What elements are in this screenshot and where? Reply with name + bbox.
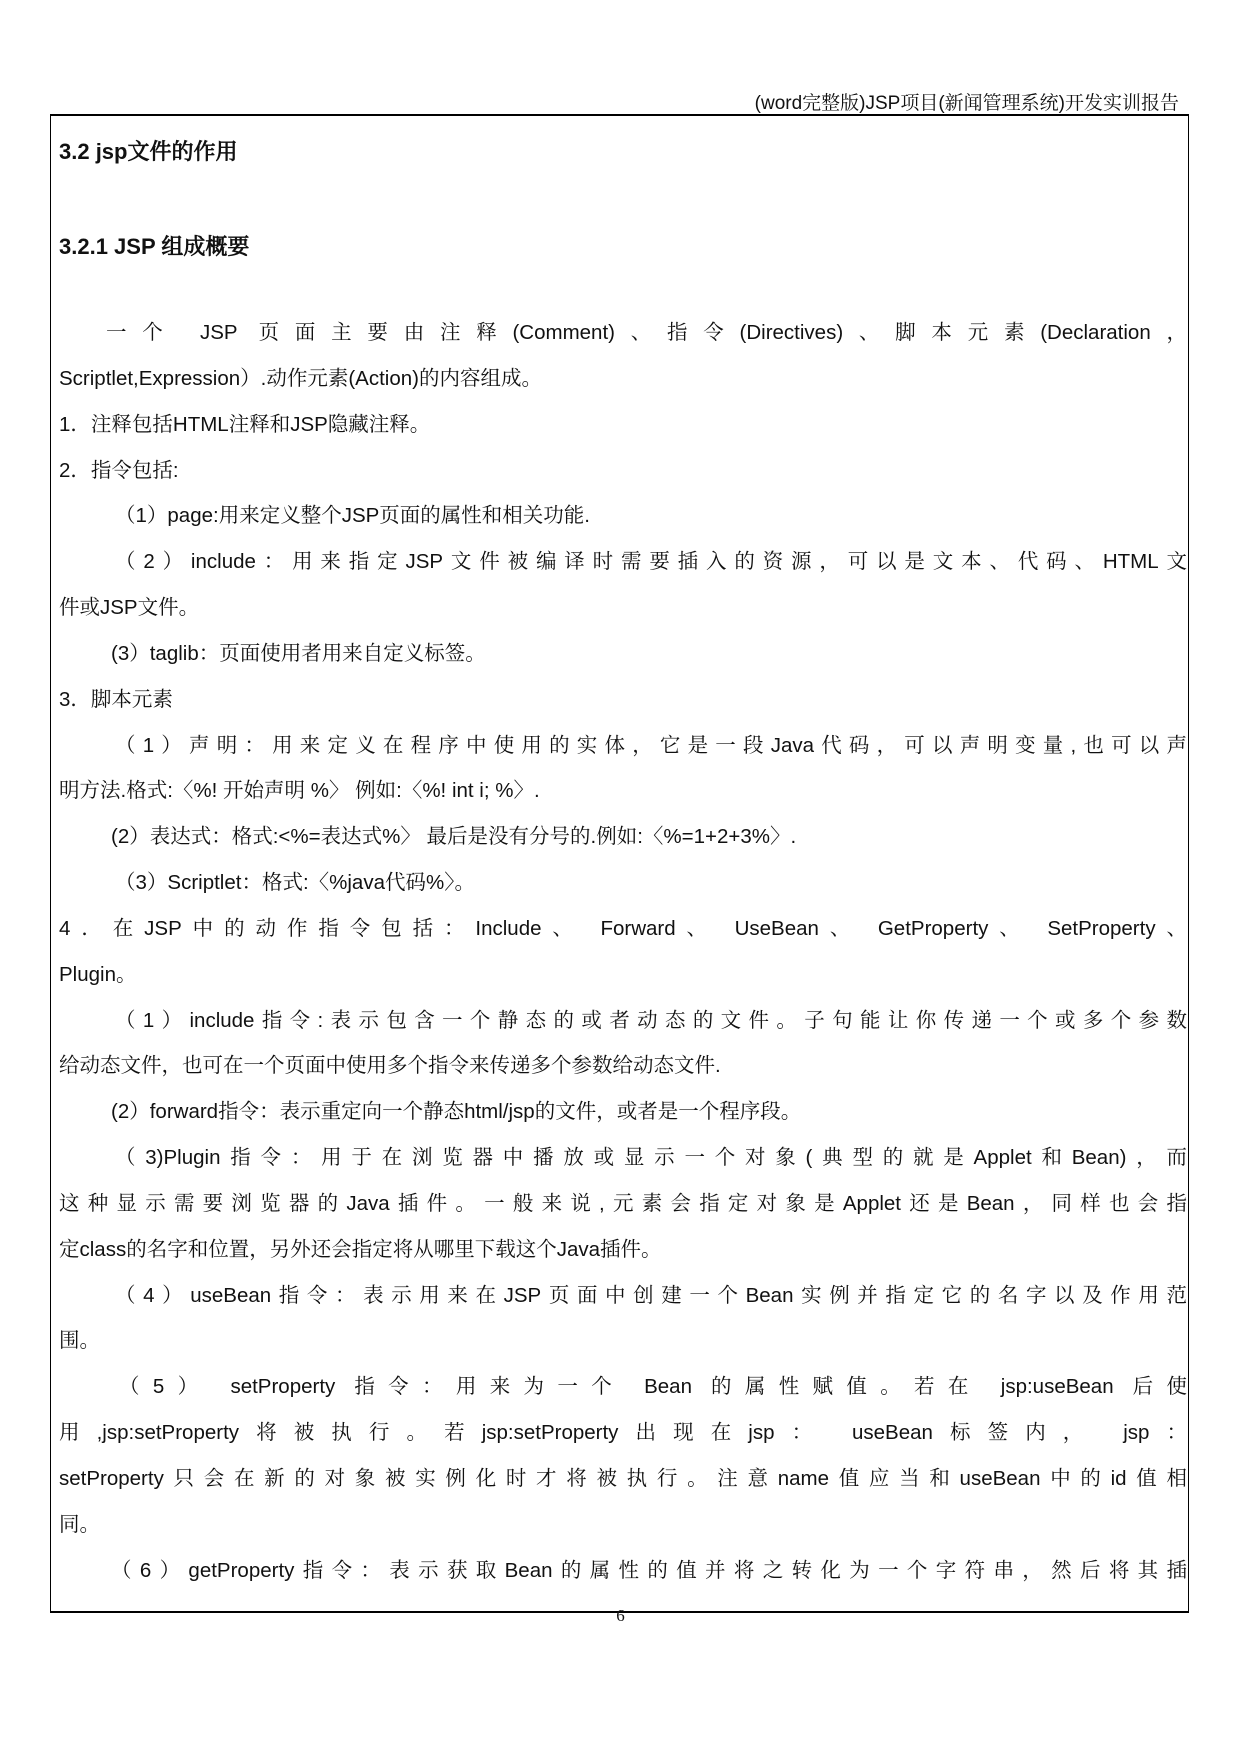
body-line: 4．在JSP中的动作指令包括：Include、 Forward、 UseBean、 GetProperty、 SetProperty、: [59, 916, 1187, 940]
body-line: （2）include：用来指定JSP文件被编译时需要插入的资源，可以是文本、代码、HTML文: [115, 550, 1187, 574]
body-line: （1）声明：用来定义在程序中使用的实体，它是一段Java代码，可以声明变量,也可以声: [115, 733, 1187, 757]
body-line: （3）Scriptlet：格式:〈%java代码%〉。: [115, 871, 475, 895]
body-line: 件或JSP文件。: [59, 596, 200, 620]
body-line: （6）getProperty指令：表示获取Bean的属性的值并将之转化为一个字符串，然后将其插: [111, 1558, 1187, 1582]
body-line: 明方法.格式:〈%! 开始声明 %〉 例如:〈%! int i; %〉.: [59, 779, 540, 803]
body-line: (2）表达式：格式:<%=表达式%〉 最后是没有分号的.例如:〈%=1+2+3%〉.: [111, 825, 797, 849]
subsection-heading: 3.2.1 JSP 组成概要: [59, 234, 250, 259]
body-line: 定class的名字和位置，另外还会指定将从哪里下载这个Java插件。: [59, 1237, 662, 1261]
body-line: （1）page:用来定义整个JSP页面的属性和相关功能.: [115, 504, 590, 528]
body-line: （3)Plugin指令：用于在浏览器中播放或显示一个对象(典型的就是Applet和Bean)，而: [115, 1146, 1187, 1170]
body-line: （1）include指令:表示包含一个静态的或者动态的文件。子句能让你传递一个或多个参数: [115, 1008, 1187, 1032]
section-heading: 3.2 jsp文件的作用: [59, 139, 238, 164]
body-line: 一个 JSP 页面主要由注释(Comment)、指令(Directives)、脚本元素(Declaration，: [106, 321, 1187, 344]
body-line: （5） setProperty 指令：用来为一个 Bean 的属性赋值。若在 jsp:useBean 后使: [119, 1375, 1187, 1399]
running-header: (word完整版)JSP项目(新闻管理系统)开发实训报告: [754, 93, 1179, 114]
body-line: 这种显示需要浏览器的Java插件。一般来说,元素会指定对象是Applet还是Bean，同样也会指: [59, 1191, 1187, 1215]
body-line: 围。: [59, 1329, 100, 1353]
page-number: 6: [616, 1606, 625, 1625]
body-line: 1．注释包括HTML注释和JSP隐藏注释。: [59, 412, 431, 436]
body-line: setProperty只会在新的对象被实例化时才将被执行。注意name值应当和useBean中的id值相: [59, 1467, 1187, 1490]
body-line: 给动态文件，也可在一个页面中使用多个指令来传递多个参数给动态文件.: [59, 1054, 721, 1078]
body-line: 同。: [59, 1512, 100, 1536]
body-line: 3．脚本元素: [59, 687, 173, 711]
body-line: (3）taglib：页面使用者用来自定义标签。: [111, 641, 486, 665]
body-line: 用,jsp:setProperty将被执行。若jsp:setProperty出现在jsp： useBean标签内， jsp：: [59, 1421, 1187, 1445]
body-line: Plugin。: [59, 962, 137, 986]
body-line: (2）forward指令：表示重定向一个静态html/jsp的文件，或者是一个程序段。: [111, 1100, 802, 1124]
body-line: Scriptlet,Expression）.动作元素(Action)的内容组成。: [59, 366, 542, 390]
body-line: （4）useBean指令：表示用来在JSP页面中创建一个Bean实例并指定它的名字以及作用范: [115, 1283, 1187, 1307]
body-line: 2．指令包括:: [59, 458, 179, 482]
